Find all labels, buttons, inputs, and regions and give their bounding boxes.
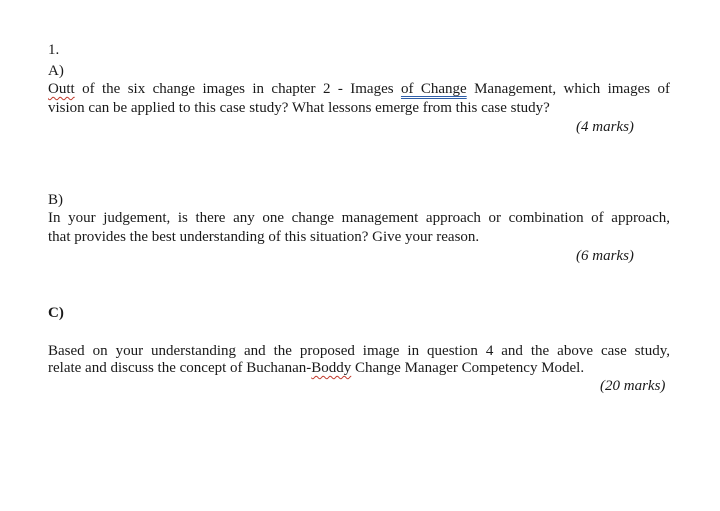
part-c-question-line1: Based on your understanding and the proposed image in question 4 and the above case study,: [48, 343, 670, 359]
part-c-line2-end: Change Manager Competency Model.: [351, 360, 585, 376]
part-a-line1-middle: of the six change images in chapter 2 - Images: [74, 81, 401, 97]
part-c-label: C): [48, 305, 64, 321]
part-c-spellcheck-word: Boddy: [311, 360, 352, 376]
part-b-question-line2: that provides the best understanding of this situation? Give your reason.: [48, 229, 480, 245]
part-a-marks: (4 marks): [576, 119, 634, 135]
question-number: 1.: [48, 42, 60, 58]
part-a-spellcheck-word: Outt: [48, 81, 75, 97]
part-a-line1-end: Management, which images of: [466, 81, 670, 97]
part-c-question-line2: [48, 359, 584, 378]
part-a-grammar-flag: of Change: [400, 81, 467, 97]
part-a-label: A): [48, 63, 64, 79]
part-c-line2-start: relate and discuss the concept of Buchanan-: [48, 360, 312, 376]
part-c-marks: (20 marks): [600, 378, 666, 394]
part-b-label: B): [48, 192, 63, 208]
part-a-question-line2: vision can be applied to this case study? What lessons emerge from this case study?: [48, 100, 550, 116]
part-b-question-line1: In your judgement, is there any one change management approach or combination of approach,: [48, 210, 670, 226]
part-a-question-line1: [48, 80, 670, 99]
part-b-marks: (6 marks): [576, 248, 634, 264]
